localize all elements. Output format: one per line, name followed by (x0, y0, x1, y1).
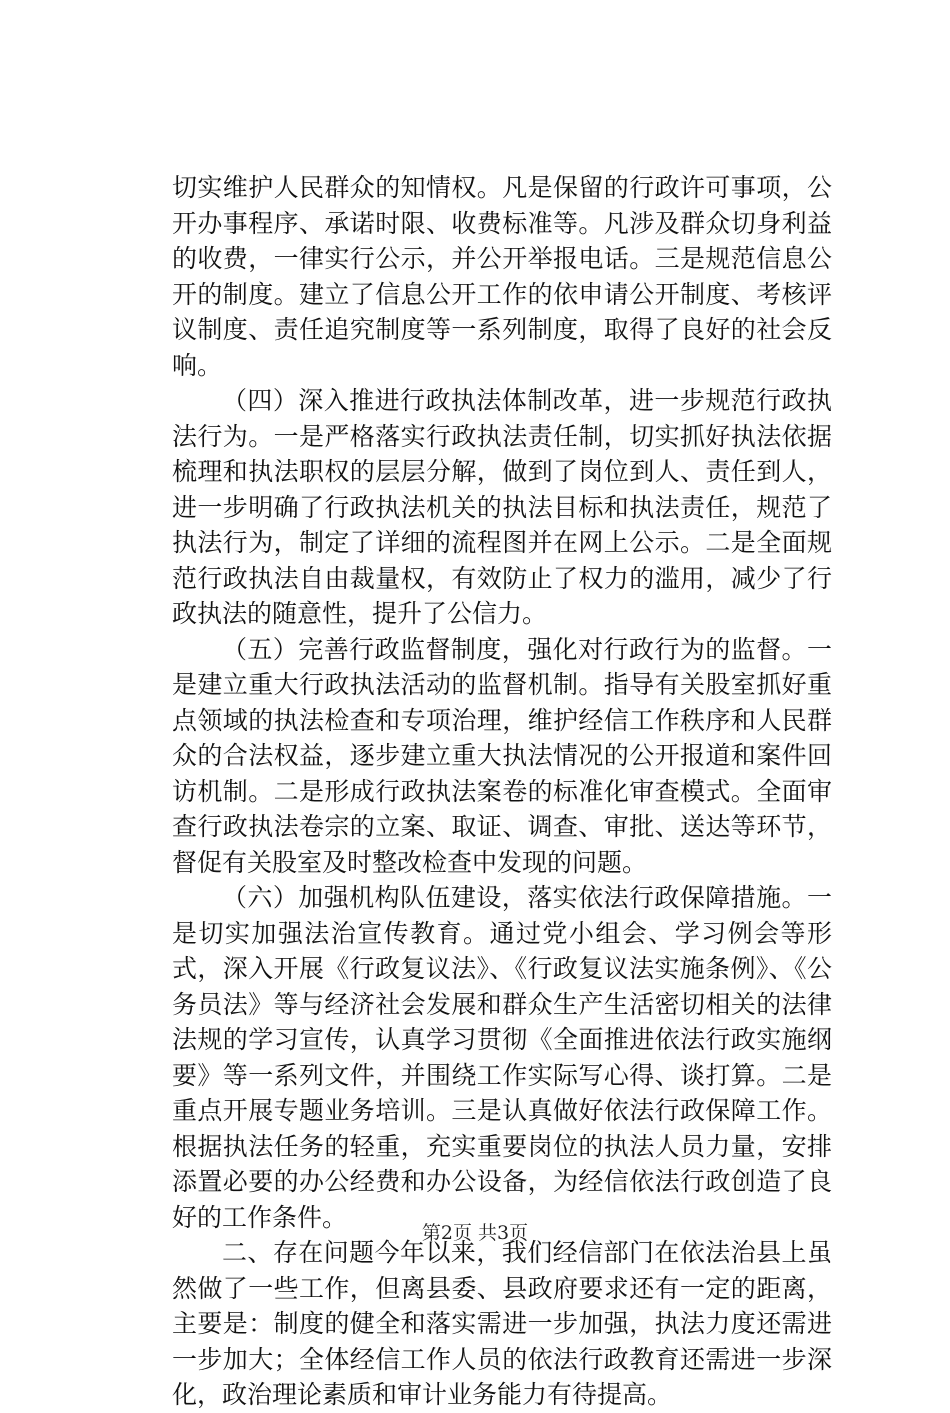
paragraph-1: 切实维护人民群众的知情权。凡是保留的行政许可事项，公开办事程序、承诺时限、收费标准等。凡涉及群众切身利益的收费，一律实行公示，并公开举报电话。三是规范信息公开的制度。建立了信息公开工作的依申请公开制度、考核评议制度、责任追究制度等一系列制度，取得了良好的社会反响。 (172, 173, 832, 380)
paragraph-5: 二、存在问题今年以来，我们经信部门在依法治县上虽然做了一些工作，但离县委、县政府要求还有一定的距离，主要是：制度的健全和落实需进一步加强，执法力度还需进一步加大；全体经信工作人员的依法行政教育还需进一步深化，政治理论素质和审计业务能力有待提高。 (172, 1238, 832, 1409)
paragraph-2: （四）深入推进行政执法体制改革，进一步规范行政执法行为。一是严格落实行政执法责任制，切实抓好执法依据梳理和执法职权的层层分解，做到了岗位到人、责任到人，进一步明确了行政执法机关的执法目标和执法责任，规范了执法行为，制定了详细的流程图并在网上公示。二是全面规范行政执法自由裁量权，有效防止了权力的滥用，减少了行政执法的随意性，提升了公信力。 (172, 386, 832, 628)
paragraph-3: （五）完善行政监督制度，强化对行政行为的监督。一是建立重大行政执法活动的监督机制。指导有关股室抓好重点领域的执法检查和专项治理，维护经信工作秩序和人民群众的合法权益，逐步建立重大执法情况的公开报道和案件回访机制。二是形成行政执法案卷的标准化审查模式。全面审查行政执法卷宗的立案、取证、调查、审批、送达等环节，督促有关股室及时整改检查中发现的问题。 (172, 634, 832, 877)
page-footer: 第2页 共3页 (421, 1222, 529, 1244)
paragraph-4: （六）加强机构队伍建设，落实依法行政保障措施。一是切实加强法治宣传教育。通过党小组会、学习例会等形式，深入开展《行政复议法》、《行政复议法实施条例》、《公务员法》等与经济社会发展和群众生产生活密切相关的法律法规的学习宣传，认真学习贯彻《全面推进依法行政实施纲要》等一系列文件，并围绕工作实际写心得、谈打算。二是重点开展专题业务培训。三是认真做好依法行政保障工作。根据执法任务的轻重，充实重要岗位的执法人员力量，安排添置必要的办公经费和办公设备，为经信依法行政创造了良好的工作条件。 (172, 883, 832, 1232)
